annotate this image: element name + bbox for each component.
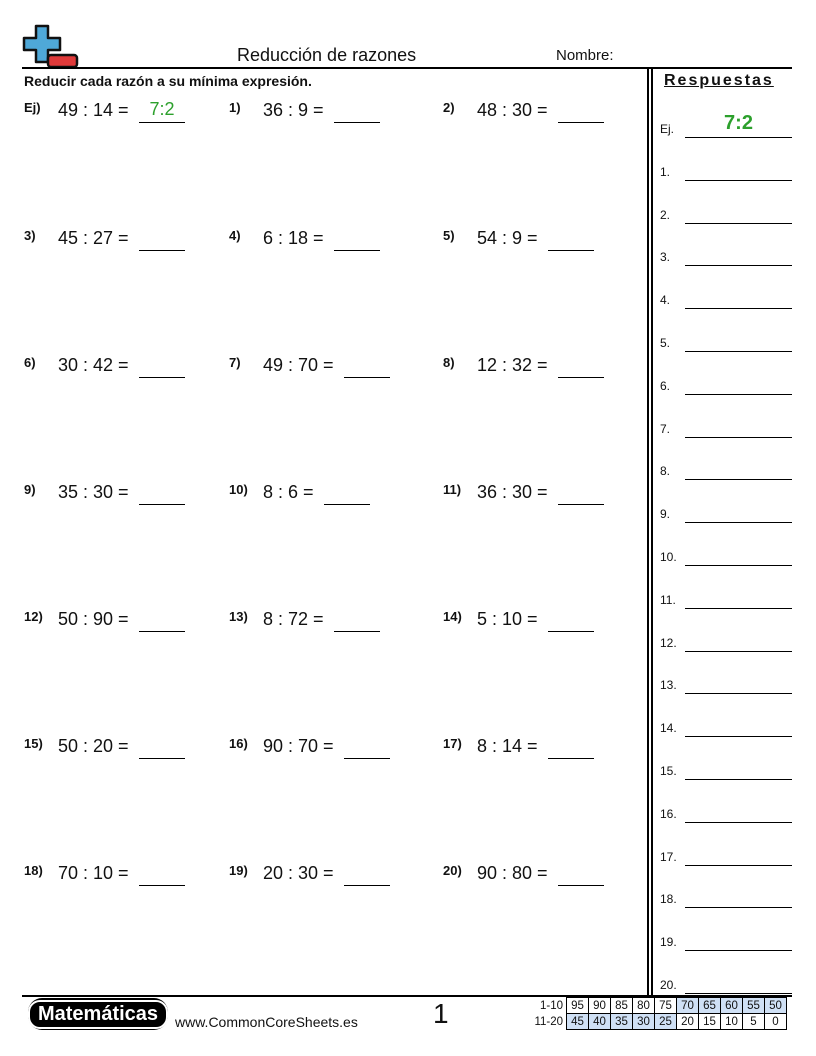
problem-expression: 36 : 9 = bbox=[263, 100, 324, 120]
brand-badge bbox=[28, 998, 168, 1030]
problem-expression: 35 : 30 = bbox=[58, 482, 129, 502]
answer-row bbox=[660, 890, 792, 910]
problem-item bbox=[229, 736, 429, 766]
problem-item bbox=[443, 228, 643, 258]
brand-label: Matemáticas bbox=[28, 1000, 168, 1029]
answer-row-label: 13. bbox=[660, 678, 677, 693]
score-cell: 50 bbox=[765, 998, 787, 1014]
score-row bbox=[529, 1014, 787, 1030]
problem-item bbox=[24, 736, 224, 766]
problem-number: 9) bbox=[24, 482, 36, 497]
answer-row-blank[interactable] bbox=[685, 565, 792, 566]
answer-row-label: 10. bbox=[660, 550, 677, 564]
answer-row-blank[interactable] bbox=[685, 265, 792, 266]
score-cell: 75 bbox=[655, 998, 677, 1014]
answer-row bbox=[660, 976, 792, 996]
problem-expression: 8 : 14 = bbox=[477, 736, 538, 756]
answer-row bbox=[660, 762, 792, 782]
column-divider bbox=[651, 68, 653, 996]
problem-number: 18) bbox=[24, 863, 43, 878]
answer-row bbox=[660, 206, 792, 226]
answer-row-label: 16. bbox=[660, 806, 677, 821]
score-cell: 60 bbox=[721, 998, 743, 1014]
problem-item bbox=[443, 355, 643, 385]
score-cell: 45 bbox=[567, 1014, 589, 1030]
score-cell: 95 bbox=[567, 998, 589, 1014]
answer-row-blank[interactable] bbox=[685, 907, 792, 908]
answer-row-blank[interactable] bbox=[685, 223, 792, 224]
score-cell: 25 bbox=[655, 1014, 677, 1030]
answer-blank[interactable] bbox=[558, 122, 604, 123]
answer-blank[interactable] bbox=[334, 631, 380, 632]
answer-row bbox=[660, 462, 792, 482]
problem-number: 5) bbox=[443, 228, 455, 243]
problem-expression: 45 : 27 = bbox=[58, 228, 129, 248]
problem-expression: 49 : 14 = bbox=[58, 100, 129, 120]
answer-blank[interactable] bbox=[548, 250, 594, 251]
score-cell: 10 bbox=[721, 1014, 743, 1030]
answer-row-label: 9. bbox=[660, 507, 671, 522]
answer-blank[interactable] bbox=[139, 885, 185, 886]
problem-number: 6) bbox=[24, 355, 36, 370]
problem-number: 20) bbox=[443, 863, 462, 878]
problem-number: 10) bbox=[229, 482, 248, 497]
answer-row-label: 7. bbox=[660, 421, 671, 436]
answer-blank[interactable] bbox=[548, 631, 594, 632]
name-label: Nombre: bbox=[556, 47, 614, 64]
answer-row-blank[interactable] bbox=[685, 394, 792, 395]
score-cell: 90 bbox=[589, 998, 611, 1014]
problem-expression: 90 : 70 = bbox=[263, 736, 334, 756]
answer-row-label: 12. bbox=[660, 635, 677, 650]
problem-item bbox=[443, 736, 643, 766]
answer-row-blank[interactable] bbox=[685, 479, 792, 480]
problem-item bbox=[229, 482, 429, 512]
answer-blank[interactable] bbox=[139, 504, 185, 505]
example-problem bbox=[24, 100, 224, 130]
answer-row bbox=[660, 334, 792, 354]
score-cell: 65 bbox=[699, 998, 721, 1014]
problem-expression: 8 : 6 = bbox=[263, 482, 314, 502]
answer-blank[interactable] bbox=[558, 885, 604, 886]
answer-blank[interactable] bbox=[558, 377, 604, 378]
answers-title: Respuestas bbox=[664, 72, 774, 89]
problem-expression: 36 : 30 = bbox=[477, 482, 548, 502]
answer-row-label: 8. bbox=[660, 464, 671, 479]
answer-row-blank[interactable] bbox=[685, 437, 792, 438]
answer-blank[interactable] bbox=[324, 504, 370, 505]
answer-row-label: 20. bbox=[660, 978, 677, 992]
problem-expression: 30 : 42 = bbox=[58, 355, 129, 375]
plus-minus-logo-icon bbox=[22, 24, 80, 70]
problem-expression: 90 : 80 = bbox=[477, 863, 548, 883]
answer-row bbox=[660, 377, 792, 397]
website-link[interactable]: www.CommonCoreSheets.es bbox=[175, 1014, 358, 1030]
answer-row-blank[interactable] bbox=[685, 180, 792, 181]
answer-row bbox=[660, 505, 792, 525]
problem-item bbox=[443, 863, 643, 893]
problem-number: 2) bbox=[443, 100, 455, 115]
answer-blank[interactable] bbox=[548, 758, 594, 759]
answer-row-label: 11. bbox=[660, 592, 676, 607]
problem-item bbox=[24, 609, 224, 639]
problem-expression: 48 : 30 = bbox=[477, 100, 548, 120]
score-cell: 5 bbox=[743, 1014, 765, 1030]
score-row-label: 1-10 bbox=[539, 999, 563, 1012]
answer-row bbox=[660, 591, 792, 611]
answer-row-blank[interactable] bbox=[685, 822, 792, 823]
problem-item bbox=[229, 228, 429, 258]
score-cell: 70 bbox=[677, 998, 699, 1014]
problem-expression: 6 : 18 = bbox=[263, 228, 324, 248]
score-cell: 40 bbox=[589, 1014, 611, 1030]
problem-number: 4) bbox=[229, 228, 241, 243]
answer-row bbox=[660, 933, 792, 953]
page-number: 1 bbox=[433, 998, 449, 1029]
score-table bbox=[529, 997, 787, 1030]
answer-row-blank[interactable] bbox=[685, 137, 792, 138]
answer-row-blank[interactable] bbox=[685, 950, 792, 951]
answer-row-blank[interactable] bbox=[685, 993, 792, 994]
answer-row-blank[interactable] bbox=[685, 779, 792, 780]
answer-row bbox=[660, 163, 792, 183]
instructions: Reducir cada razón a su mínima expresión. bbox=[24, 73, 312, 89]
answer-row bbox=[660, 420, 792, 440]
score-cell: 80 bbox=[633, 998, 655, 1014]
column-divider bbox=[647, 68, 649, 996]
answer-row-value: 7:2 bbox=[724, 112, 753, 134]
problem-expression: 49 : 70 = bbox=[263, 355, 334, 375]
problem-item bbox=[229, 863, 429, 893]
problem-item bbox=[24, 482, 224, 512]
answer-row-label: 15. bbox=[660, 764, 677, 778]
answer-row-blank[interactable] bbox=[685, 308, 792, 309]
answer-row-label: 6. bbox=[660, 378, 671, 393]
problem-expression: 5 : 10 = bbox=[477, 609, 538, 629]
problem-number: 14) bbox=[443, 609, 462, 624]
answer-row-label: 5. bbox=[660, 336, 671, 350]
answer-row-blank[interactable] bbox=[685, 865, 792, 866]
answer-blank[interactable] bbox=[139, 250, 185, 251]
answer-blank[interactable] bbox=[139, 631, 185, 632]
answer-blank[interactable] bbox=[334, 122, 380, 123]
problem-number: 7) bbox=[229, 355, 241, 370]
answer-row-label: 14. bbox=[660, 721, 677, 736]
answer-row-label: 3. bbox=[660, 250, 671, 265]
answer-row bbox=[660, 676, 792, 696]
example-answer: 7:2 bbox=[149, 99, 175, 119]
answer-row-label: Ej. bbox=[660, 122, 675, 136]
answer-row-blank[interactable] bbox=[685, 693, 792, 694]
answer-row-blank[interactable] bbox=[685, 651, 792, 652]
answer-blank[interactable] bbox=[139, 122, 185, 123]
problem-item bbox=[229, 355, 429, 385]
score-cell: 30 bbox=[633, 1014, 655, 1030]
score-cell: 55 bbox=[743, 998, 765, 1014]
score-cell: 35 bbox=[611, 1014, 633, 1030]
problem-number: 11) bbox=[443, 482, 462, 497]
score-row-label: 11-20 bbox=[534, 1015, 563, 1028]
answer-row-blank[interactable] bbox=[685, 522, 792, 523]
answer-row-label: 4. bbox=[660, 293, 671, 308]
problem-number: 16) bbox=[229, 736, 248, 751]
answer-row bbox=[660, 848, 792, 868]
problem-number: 13) bbox=[229, 609, 248, 624]
problem-item bbox=[24, 863, 224, 893]
problem-expression: 54 : 9 = bbox=[477, 228, 538, 248]
answer-row bbox=[660, 634, 792, 654]
problem-expression: 12 : 32 = bbox=[477, 355, 548, 375]
problem-item bbox=[229, 609, 429, 639]
score-row bbox=[529, 998, 787, 1014]
answer-row bbox=[660, 805, 792, 825]
problem-number: 3) bbox=[24, 228, 36, 243]
problem-item bbox=[24, 228, 224, 258]
answer-blank[interactable] bbox=[139, 377, 185, 378]
answer-row bbox=[660, 291, 792, 311]
problem-number: 17) bbox=[443, 736, 462, 751]
problem-item bbox=[443, 609, 643, 639]
score-cell: 85 bbox=[611, 998, 633, 1014]
answer-blank[interactable] bbox=[334, 250, 380, 251]
answer-row-blank[interactable] bbox=[685, 736, 792, 737]
answer-row-label: 17. bbox=[660, 849, 677, 864]
answer-blank[interactable] bbox=[139, 758, 185, 759]
problem-expression: 50 : 90 = bbox=[58, 609, 129, 629]
answer-row-example bbox=[660, 112, 792, 140]
problem-item bbox=[229, 100, 429, 130]
answer-row-label: 18. bbox=[660, 892, 677, 907]
problem-expression: 70 : 10 = bbox=[58, 863, 129, 883]
answer-row bbox=[660, 248, 792, 268]
answer-blank[interactable] bbox=[344, 758, 390, 759]
problem-number: 19) bbox=[229, 863, 248, 878]
problem-number: 12) bbox=[24, 609, 43, 624]
problem-item bbox=[443, 100, 643, 130]
problem-expression: 20 : 30 = bbox=[263, 863, 334, 883]
answer-row-label: 2. bbox=[660, 207, 671, 222]
problem-number: 15) bbox=[24, 736, 43, 751]
problem-number: 1) bbox=[229, 100, 241, 115]
answer-blank[interactable] bbox=[558, 504, 604, 505]
problem-expression: 8 : 72 = bbox=[263, 609, 324, 629]
problem-item bbox=[24, 355, 224, 385]
answer-blank[interactable] bbox=[344, 885, 390, 886]
problem-number: Ej) bbox=[24, 100, 41, 115]
score-cell: 20 bbox=[677, 1014, 699, 1030]
score-cell: 0 bbox=[765, 1014, 787, 1030]
problem-expression: 50 : 20 = bbox=[58, 736, 129, 756]
answer-row-blank[interactable] bbox=[685, 608, 792, 609]
problem-item bbox=[443, 482, 643, 512]
problem-number: 8) bbox=[443, 355, 455, 370]
header-divider bbox=[22, 67, 792, 69]
score-cell: 15 bbox=[699, 1014, 721, 1030]
answer-row-label: 1. bbox=[660, 164, 671, 179]
answer-row bbox=[660, 548, 792, 568]
page-title: Reducción de razones bbox=[237, 45, 417, 65]
answer-row-blank[interactable] bbox=[685, 351, 792, 352]
answer-row-label: 19. bbox=[660, 935, 677, 950]
answer-row bbox=[660, 719, 792, 739]
answer-blank[interactable] bbox=[344, 377, 390, 378]
